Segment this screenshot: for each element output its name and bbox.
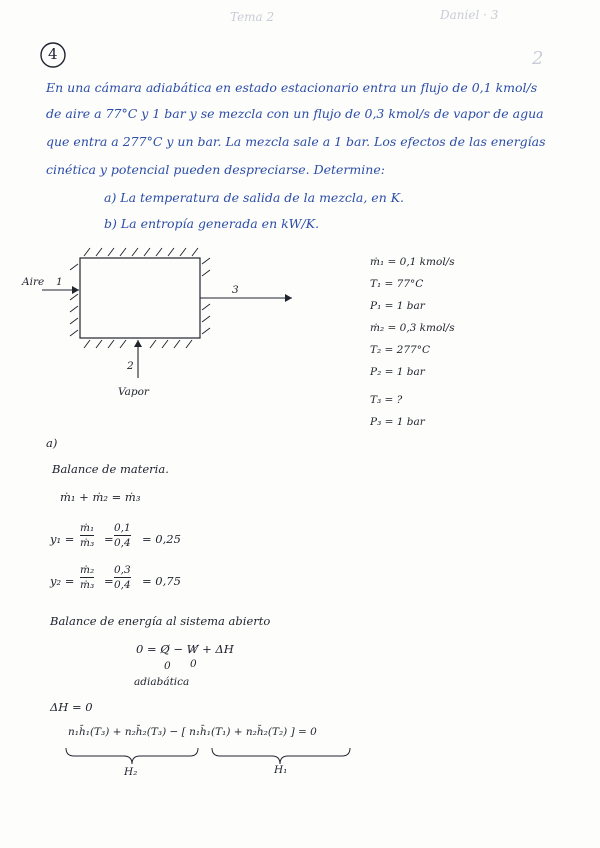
given-value: ṁ₂ = 0,3 kmol/s <box>370 322 455 334</box>
statement-line: que entra a 277°C y un bar. La mezcla sale a 1 bar. Los efectos de las energías <box>46 134 546 149</box>
y2-lhs: y₂ = <box>50 574 75 588</box>
y1-lhs: y₁ = <box>50 532 75 546</box>
y1-equals: = <box>104 532 114 546</box>
y2-fraction: ṁ₂ ṁ₃ <box>80 564 95 591</box>
problem-number: 4 <box>48 45 58 63</box>
given-value: P₂ = 1 bar <box>370 366 425 378</box>
inlet-air-number: 1 <box>56 276 63 288</box>
delta-h-zero: ΔH = 0 <box>50 700 93 714</box>
question-b: b) La entropía generada en kW/K. <box>104 216 320 231</box>
outlet-number: 3 <box>232 284 239 296</box>
statement-line: En una cámara adiabática en estado estacionario entra un flujo de 0,1 kmol/s <box>46 80 538 95</box>
inlet-vapor-number: 2 <box>127 360 134 372</box>
brace-label-h2: H₂ <box>124 766 138 778</box>
mass-balance-equation: ṁ₁ + ṁ₂ = ṁ₃ <box>60 490 141 504</box>
given-value: T₃ = ? <box>370 394 403 406</box>
y2-fraction-values: 0,3 0,4 <box>114 564 131 591</box>
inlet-air-label: Aire <box>22 276 45 288</box>
adiabatic-note: adiabática <box>134 676 190 688</box>
given-value: P₁ = 1 bar <box>370 300 425 312</box>
given-value: ṁ₁ = 0,1 kmol/s <box>370 256 455 268</box>
y2-equals: = <box>104 574 114 588</box>
y1-fraction: ṁ₁ ṁ₃ <box>80 522 95 549</box>
mass-balance-title: Balance de materia. <box>52 462 169 476</box>
y1-result: = 0,25 <box>142 532 181 546</box>
zero-annotation: 0 <box>190 658 197 670</box>
given-value: T₁ = 77°C <box>370 278 424 290</box>
statement-line: de aire a 77°C y 1 bar y se mezcla con un flujo de 0,3 kmol/s de vapor de agua <box>46 106 544 121</box>
ghost-header-text: Daniel · 3 <box>440 8 499 22</box>
ghost-page-number: 2 <box>532 48 544 69</box>
question-a: a) La temperatura de salida de la mezcla, en K. <box>104 190 405 205</box>
y1-fraction-values: 0,1 0,4 <box>114 522 131 549</box>
statement-line: cinética y potencial pueden despreciarse. Determine: <box>46 162 385 177</box>
given-value: P₃ = 1 bar <box>370 416 425 428</box>
inlet-vapor-label: Vapor <box>118 386 149 398</box>
y2-result: = 0,75 <box>142 574 181 588</box>
given-value: T₂ = 277°C <box>370 344 431 356</box>
brace-label-h1: H₁ <box>274 764 288 776</box>
part-label: a) <box>46 436 58 450</box>
energy-balance-equation: 0 = Q̸ − W̸ + ΔH <box>136 642 234 656</box>
enthalpy-equation: n₁h̄₁(T₃) + n₂h̄₂(T₃) − [ n₁h̄₁(T₁) + n₂h̄₂(T₂) ] = 0 <box>68 726 317 738</box>
energy-balance-title: Balance de energía al sistema abierto <box>50 614 271 628</box>
ghost-header-text: Tema 2 <box>230 10 275 24</box>
zero-annotation: 0 <box>164 660 171 672</box>
